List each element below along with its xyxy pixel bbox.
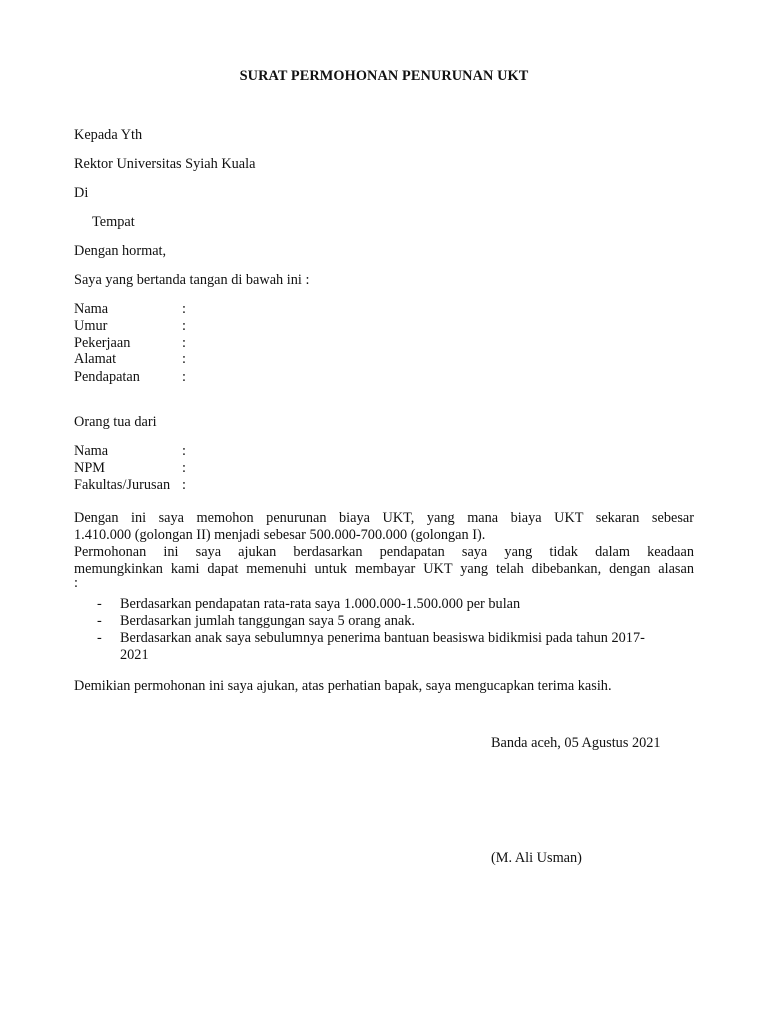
field-label: NPM: [74, 460, 105, 476]
intro-line: Saya yang bertanda tangan di bawah ini :: [74, 272, 310, 288]
field-colon: :: [182, 335, 186, 351]
field-label: Pekerjaan: [74, 335, 131, 351]
body-paragraph-2-line-3: :: [74, 575, 78, 591]
greeting: Dengan hormat,: [74, 243, 167, 259]
field-label: Nama: [74, 443, 109, 459]
closing-line: Demikian permohonan ini saya ajukan, atas perhatian bapak, saya mengucapkan terima kasih.: [74, 678, 612, 694]
body-paragraph-2-line-2: memungkinkan kami dapat memenuhi untuk membayar UKT yang telah dibebankan, dengan alasan: [74, 561, 694, 577]
field-colon: :: [182, 477, 186, 493]
body-paragraph-1-line-1: Dengan ini saya memohon penurunan biaya UKT, yang mana biaya UKT sekaran sebesar: [74, 510, 694, 526]
field-label: Nama: [74, 301, 109, 317]
field-label: Fakultas/Jurusan: [74, 477, 171, 493]
list-dash: -: [97, 596, 102, 612]
list-item: Berdasarkan jumlah tanggungan saya 5 orang anak.: [120, 613, 415, 629]
recipient-line-1: Kepada Yth: [74, 127, 143, 143]
list-dash: -: [97, 630, 102, 646]
list-dash: -: [97, 613, 102, 629]
list-item: Berdasarkan anak saya sebulumnya penerima bantuan beasiswa bidikmisi pada tahun 2017-: [120, 630, 645, 646]
signatory-name: (M. Ali Usman): [491, 850, 582, 866]
list-item: Berdasarkan pendapatan rata-rata saya 1.000.000-1.500.000 per bulan: [120, 596, 521, 612]
body-paragraph-2-line-1: Permohonan ini saya ajukan berdasarkan pendapatan saya yang tidak dalam keadaan: [74, 544, 694, 560]
body-paragraph-1-line-2: 1.410.000 (golongan II) menjadi sebesar 500.000-700.000 (golongan I).: [74, 527, 486, 543]
field-label: Umur: [74, 318, 108, 334]
letter-title: SURAT PERMOHONAN PENURUNAN UKT: [239, 68, 529, 84]
field-label: Alamat: [74, 351, 117, 367]
recipient-line-4: Tempat: [92, 214, 135, 230]
list-item-continuation: 2021: [120, 647, 149, 663]
place-date: Banda aceh, 05 Agustus 2021: [491, 735, 661, 751]
field-colon: :: [182, 351, 186, 367]
field-colon: :: [182, 369, 186, 385]
recipient-line-2: Rektor Universitas Syiah Kuala: [74, 156, 256, 172]
field-colon: :: [182, 443, 186, 459]
field-label: Pendapatan: [74, 369, 140, 385]
parent-of-line: Orang tua dari: [74, 414, 157, 430]
field-colon: :: [182, 318, 186, 334]
field-colon: :: [182, 301, 186, 317]
recipient-line-3: Di: [74, 185, 89, 201]
field-colon: :: [182, 460, 186, 476]
